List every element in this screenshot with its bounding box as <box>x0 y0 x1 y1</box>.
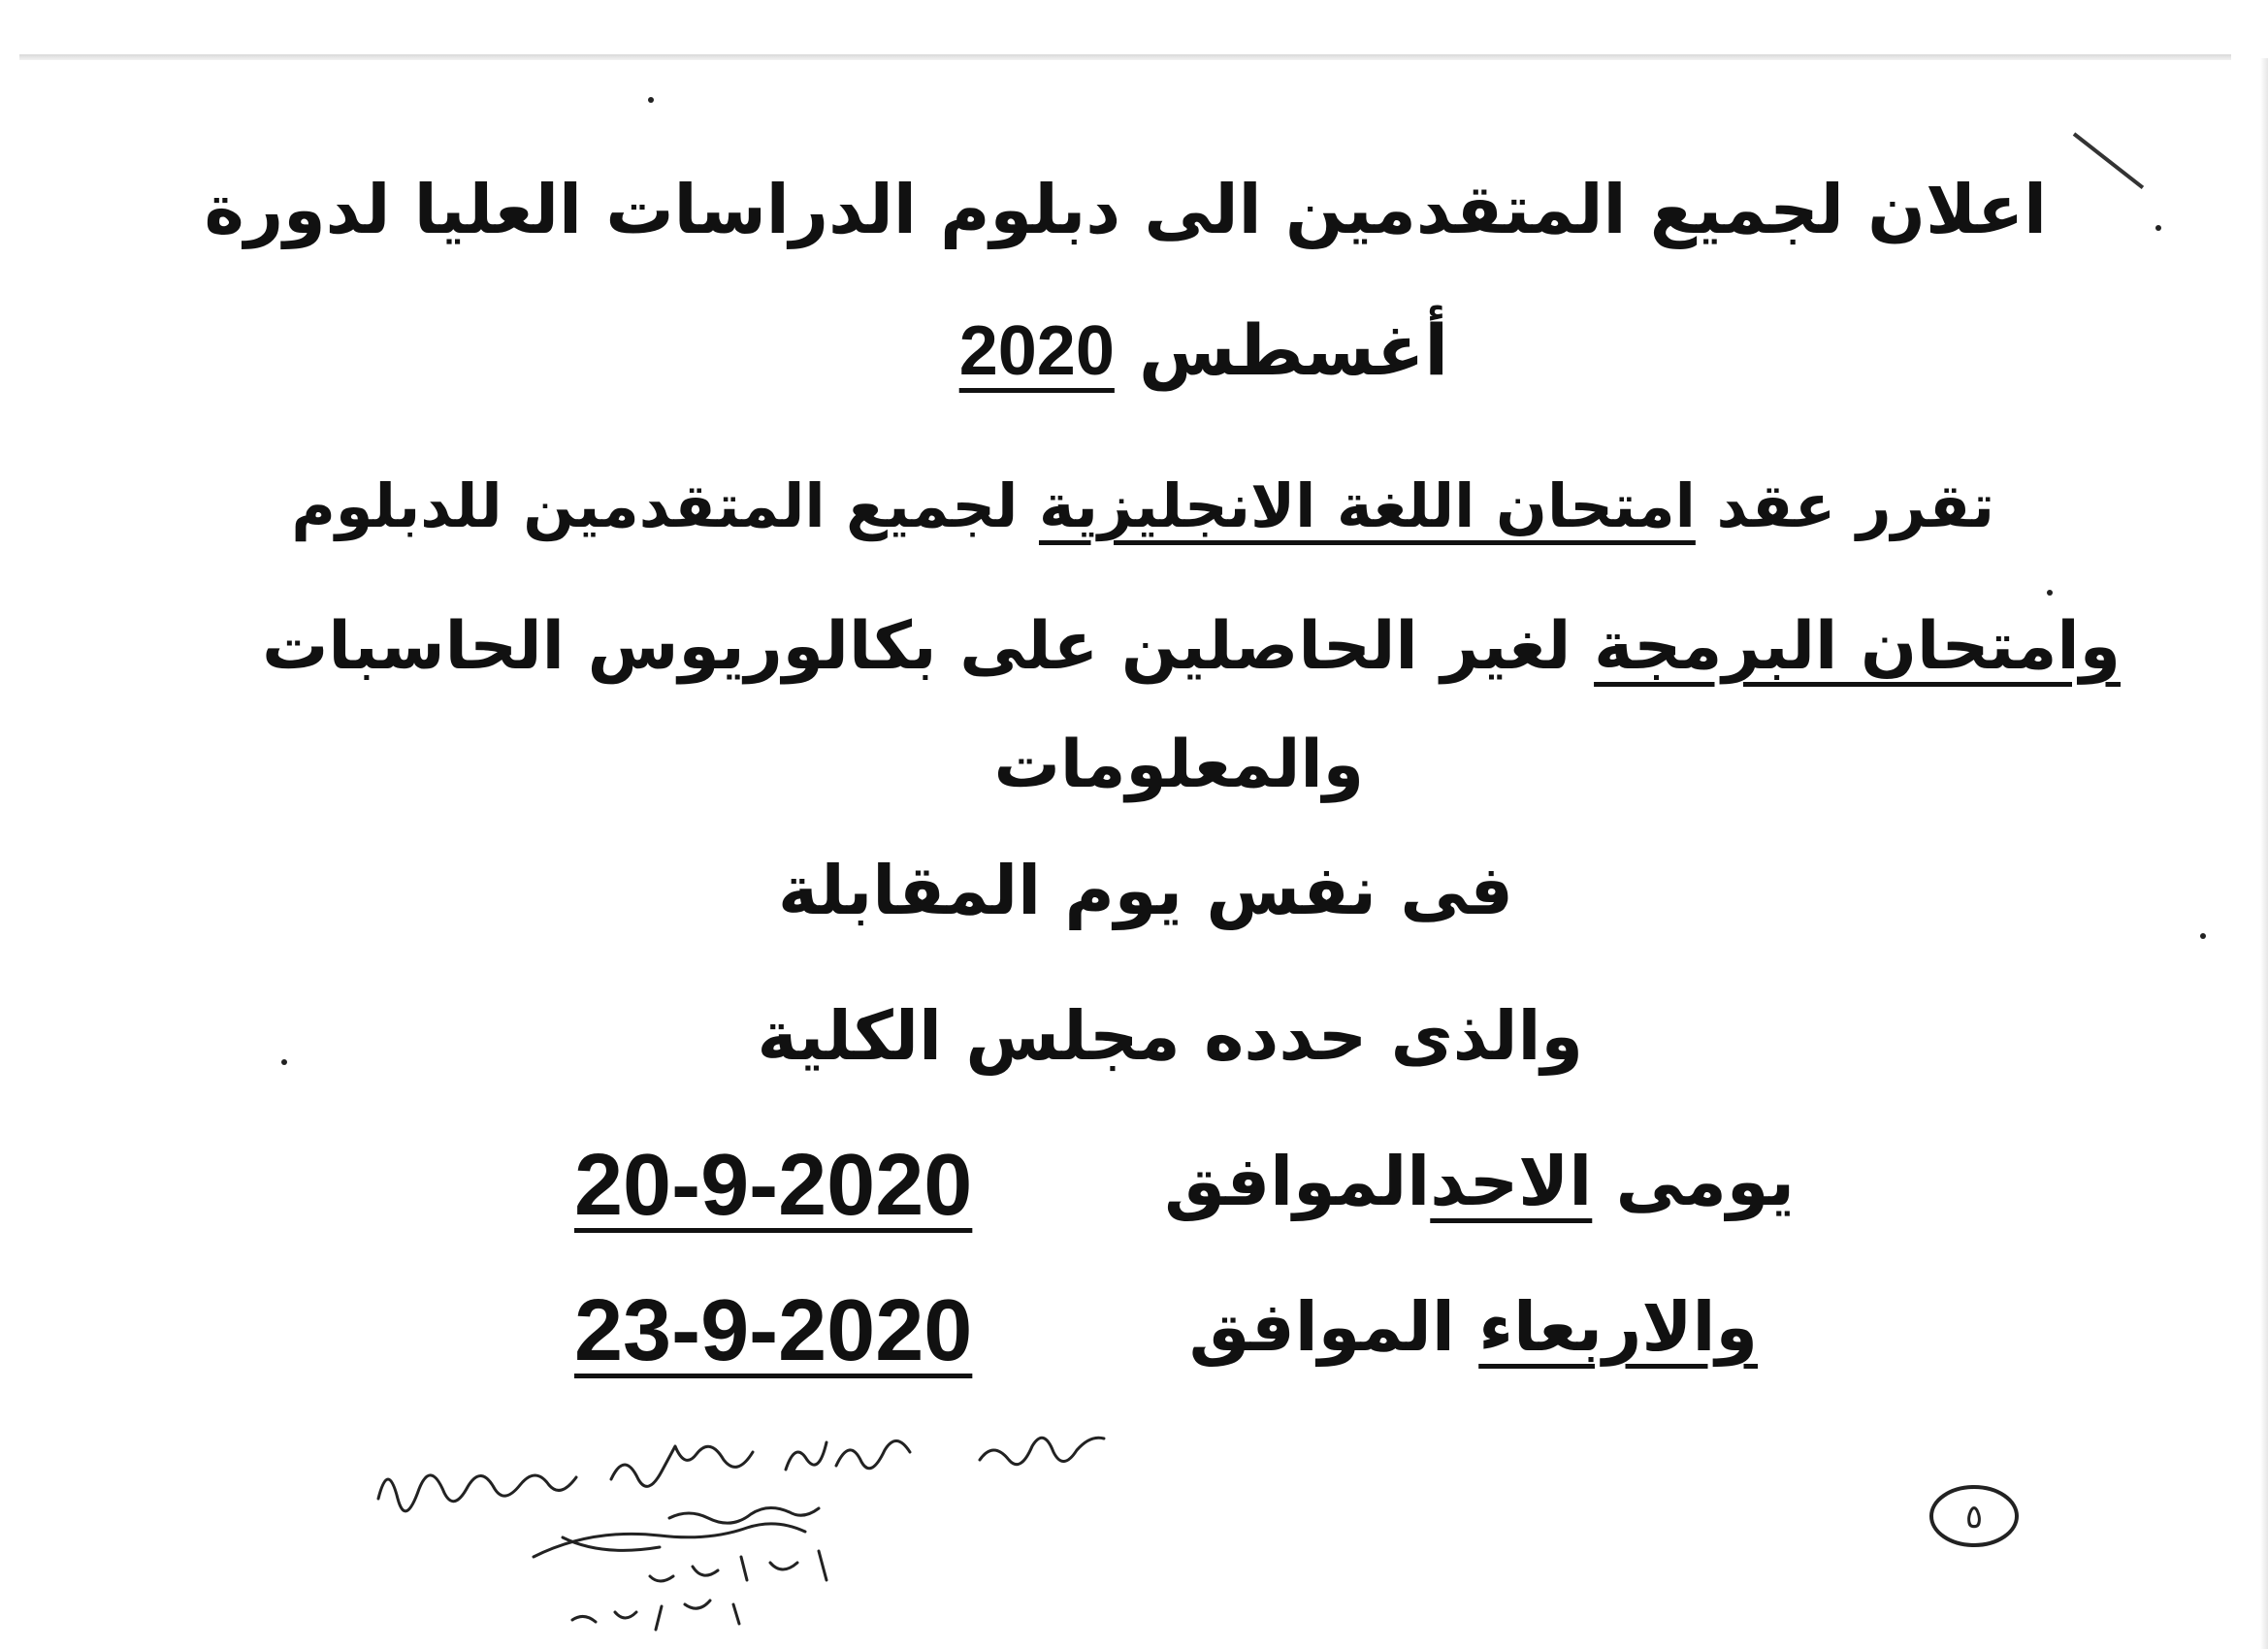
date1-label: الموافق <box>1164 1142 1431 1221</box>
date1-value: 20-9-2020 <box>574 1137 973 1234</box>
date-line-sunday <box>1164 1142 1795 1221</box>
date1-prefix: يومى <box>1615 1142 1795 1221</box>
date2-value-wrap <box>574 1282 972 1379</box>
council-decision: والذى حدده مجلس الكلية <box>757 996 1583 1076</box>
date1-day: الاحد <box>1430 1142 1593 1221</box>
programming-eligibility-cont <box>994 729 1364 802</box>
session-year: 2020 <box>958 312 1115 390</box>
scan-speck <box>2200 933 2206 939</box>
announcement-title <box>204 170 2047 249</box>
interview-day-line <box>777 851 1513 930</box>
programming-eligibility: لغير الحاصلين على بكالوريوس الحاسبات <box>262 608 1571 685</box>
date2-day: والاربعاء <box>1478 1287 1758 1367</box>
exam-applicants: لجميع المتقدمين للدبلوم <box>291 470 1019 541</box>
page-number-badge <box>1926 1479 2023 1552</box>
exam-decision: تقرر عقد <box>1716 470 1994 541</box>
english-exam-line <box>291 470 1994 541</box>
interview-day: فى نفس يوم المقابلة <box>777 851 1513 930</box>
scan-edge-right <box>2260 58 2268 1649</box>
pen-mark <box>2073 132 2144 189</box>
scan-edge-top <box>19 54 2231 60</box>
programming-exam: وامتحان البرمجة <box>1594 608 2121 685</box>
session-line <box>958 309 1448 391</box>
date2-value: 23-9-2020 <box>574 1282 973 1379</box>
date2-label: الموافق <box>1188 1287 1455 1367</box>
programming-exam-line <box>262 608 2121 685</box>
scan-speck <box>648 97 654 103</box>
scan-speck <box>281 1059 287 1065</box>
council-line <box>757 996 1583 1076</box>
scan-speck <box>2047 590 2053 596</box>
page-number: ٥ <box>1964 1498 1984 1536</box>
date1-value-wrap <box>574 1137 972 1234</box>
title-text: اعلان لجميع المتقدمين الى دبلوم الدراسات العليا لدورة <box>204 170 2047 249</box>
handwritten-signature <box>359 1421 1203 1644</box>
programming-eligibility-cont-text: والمعلومات <box>993 727 1364 803</box>
english-exam: امتحان اللغة الانجليزية <box>1038 470 1696 541</box>
session-month: أغسطس <box>1138 309 1448 391</box>
scan-speck <box>2155 225 2161 231</box>
date-line-wednesday <box>1188 1287 1758 1367</box>
